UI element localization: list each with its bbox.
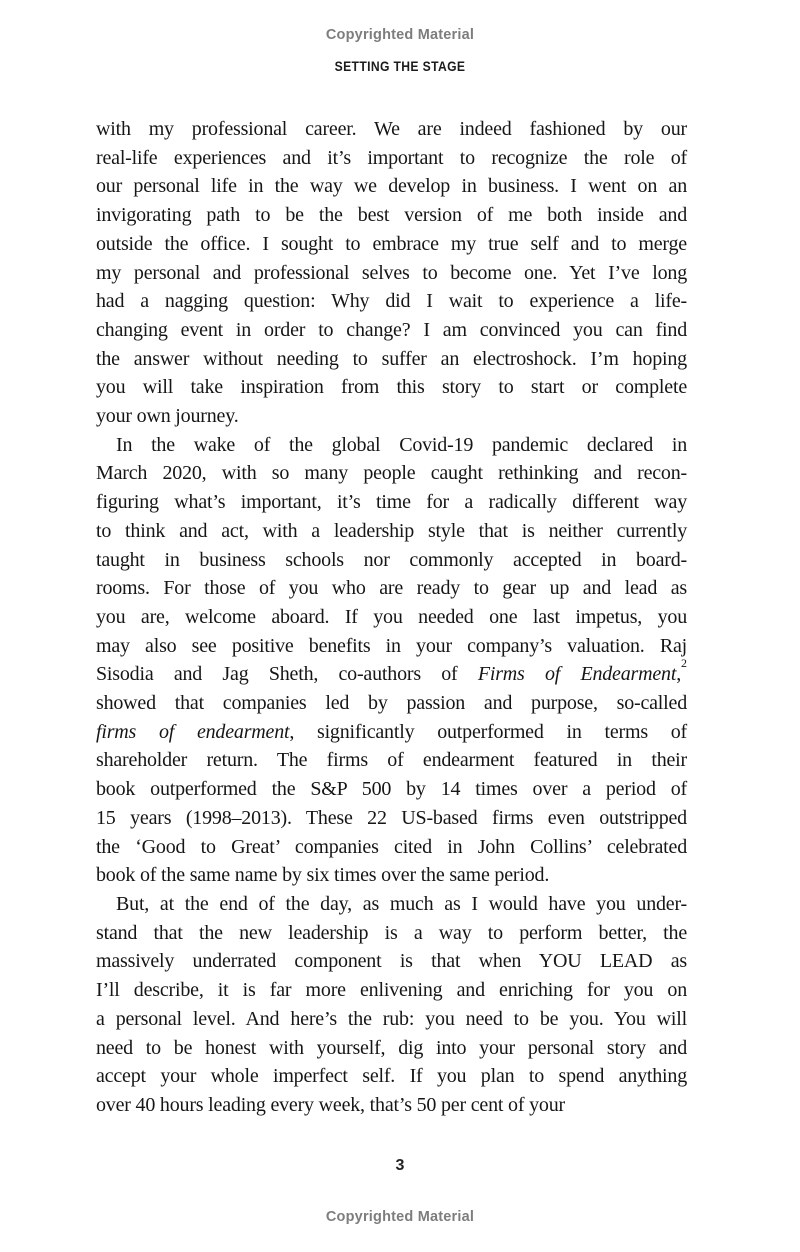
text-line: firms of endearment, significantly outperformed in terms of — [96, 720, 687, 743]
text-line: over 40 hours leading every week, that’s 50 per cent of your — [96, 1093, 565, 1116]
text-line: March 2020, with so many people caught rethinking and recon- — [96, 462, 687, 485]
text-line: book of the same name by six times over the same period. — [96, 864, 550, 887]
text-line: with my professional career. We are indeed fashioned by our — [96, 118, 687, 140]
text-line: showed that companies led by passion and purpose, so-called — [96, 692, 687, 715]
text-line: 15 years (1998–2013). These 22 US-based firms even outstripped — [96, 806, 687, 829]
text-line: outside the office. I sought to embrace my true self and to merge — [96, 232, 687, 255]
text-line: rooms. For those of you who are ready to gear up and lead as — [96, 577, 687, 600]
text-line: may also see positive benefits in your company’s valuation. Raj — [96, 634, 687, 657]
text-line: stand that the new leadership is a way to perform better, the — [96, 921, 687, 944]
text-line: the answer without needing to suffer an electroshock. I’m hoping — [96, 347, 687, 370]
copyright-notice-top: Copyrighted Material — [325, 27, 475, 43]
text-line: your own journey. — [96, 405, 239, 428]
text-line: Sisodia and Jag Sheth, co-authors of Firms of Endearment,$^2$ — [96, 656, 688, 686]
paragraph — [96, 115, 687, 431]
text-line: you will take inspiration from this story to start or complete — [96, 376, 687, 399]
paragraph — [96, 890, 687, 1120]
page-number: 3 — [395, 1157, 405, 1174]
text-line: book outperformed the S&P 500 by 14 times over a period of — [96, 778, 687, 801]
text-line: massively underrated component is that when YOU LEAD as — [96, 950, 687, 973]
copyright-notice-bottom: Copyrighted Material — [325, 1209, 475, 1225]
text-line: accept your whole imperfect self. If you plan to spend anything — [96, 1065, 687, 1088]
text-line: shareholder return. The firms of endearment featured in their — [96, 749, 687, 772]
text-line: figuring what’s important, it’s time for a radically different way — [96, 491, 687, 514]
text-line: I’ll describe, it is far more enlivening and enriching for you on — [96, 979, 687, 1002]
text-line: invigorating path to be the best version of me both inside and — [96, 204, 687, 227]
paragraph — [96, 431, 687, 890]
text-line: had a nagging question: Why did I wait to experience a life- — [96, 290, 687, 313]
text-line: But, at the end of the day, as much as I would have you under- — [116, 892, 687, 915]
text-line: taught in business schools nor commonly accepted in board- — [96, 548, 687, 571]
text-line: changing event in order to change? I am convinced you can find — [96, 318, 687, 341]
text-line: our personal life in the way we develop in business. I went on an — [96, 175, 687, 198]
text-line: In the wake of the global Covid-19 pandemic declared in — [116, 433, 687, 456]
text-line: to think and act, with a leadership style that is neither currently — [96, 519, 687, 542]
text-line: my personal and professional selves to become one. Yet I’ve long — [96, 261, 687, 284]
text-line: real-life experiences and it’s important to recognize the role of — [96, 146, 687, 169]
text-line: the ‘Good to Great’ companies cited in John Collins’ celebrated — [96, 835, 687, 858]
text-line: you are, welcome aboard. If you needed one last impetus, you — [96, 605, 687, 628]
text-line: a personal level. And here’s the rub: you need to be you. You will — [96, 1007, 687, 1030]
body-text — [96, 115, 687, 1120]
text-line: need to be honest with yourself, dig into your personal story and — [96, 1036, 687, 1059]
running-header: SETTING THE STAGE — [334, 59, 466, 74]
